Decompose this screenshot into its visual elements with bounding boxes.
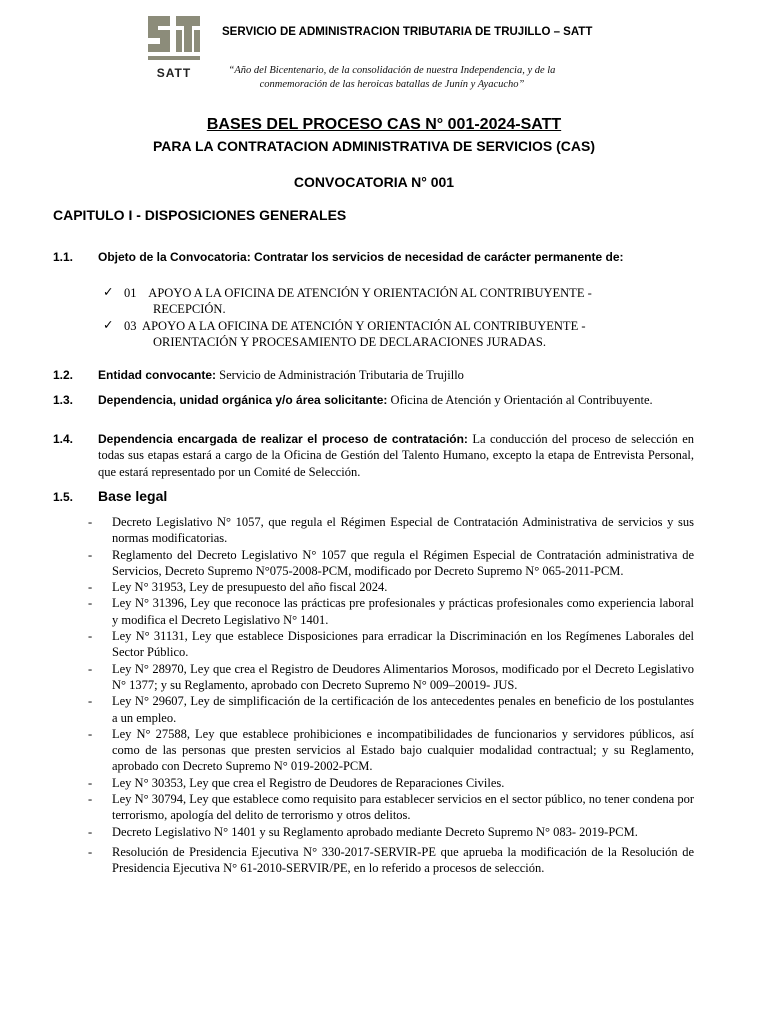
check-icon: ✓ — [103, 318, 114, 332]
logo-text: SATT — [156, 66, 192, 80]
chapter-heading: CAPITULO I - DISPOSICIONES GENERALES — [53, 207, 347, 223]
section-1-3-label: Dependencia, unidad orgánica y/o área solicitante: — [98, 393, 388, 407]
position-item-01-line2: RECEPCIÓN. — [153, 302, 226, 316]
section-1-4-label: Dependencia encargada de realizar el proceso de contratación: — [98, 432, 468, 446]
dash-marker: - — [88, 580, 93, 595]
position-item-03 — [124, 318, 664, 350]
section-1-1-label: Objeto de la Convocatoria: Contratar los servicios de necesidad de carácter permanente de: — [98, 250, 624, 264]
section-1-2-label: Entidad convocante: — [98, 368, 217, 382]
list-item — [88, 693, 694, 726]
dash-marker: - — [88, 844, 93, 859]
list-item-text: Decreto Legislativo N° 1057, que regula el Régimen Especial de Contratación Administrativa de servicios y sus normas modificatorias. — [112, 515, 694, 546]
section-1-4-number: 1.4. — [53, 432, 74, 446]
dash-marker: - — [88, 792, 93, 807]
section-1-4-text: La conducción del proceso de selección en todas sus etapas estará a cargo de la Oficina de Gestión del Talento Humano, excepto la etapa de Entrevista Personal, que estará representado por un Comité de Selección. — [98, 432, 694, 479]
list-item-text: Ley N° 27588, Ley que establece prohibiciones e incompatibilidades de funcionarios y servidores públicos, así como de las personas que presten servicios al Estado bajo cualquier modalidad contractual; y su Reglamento, aprobado con Decreto Supremo N° 019-2002-PCM. — [112, 726, 694, 774]
section-1-5-label: Base legal — [98, 488, 168, 504]
position-item-01-line1: 01 APOYO A LA OFICINA DE ATENCIÓN Y ORIENTACIÓN AL CONTRIBUYENTE - — [124, 286, 592, 300]
list-item — [88, 726, 694, 775]
motto-line-2: conmemoración de las heroicas batallas de Junín y Ayacucho” — [259, 79, 525, 90]
section-1-3-text: Oficina de Atención y Orientación al Contribuyente. — [387, 393, 653, 407]
list-item-text: Ley N° 31953, Ley de presupuesto del año fiscal 2024. — [112, 580, 388, 595]
section-1-2 — [98, 367, 694, 383]
list-item — [88, 791, 694, 824]
dash-marker: - — [88, 547, 93, 562]
section-1-2-text: Servicio de Administración Tributaria de Trujillo — [216, 368, 464, 382]
motto-line-1: “Año del Bicentenario, de la consolidación de nuestra Independencia, y de la — [228, 65, 556, 76]
list-item-text: Decreto Legislativo N° 1401 y su Reglamento aprobado mediante Decreto Supremo N° 083- 2019-PCM. — [112, 824, 638, 839]
dash-marker: - — [88, 629, 93, 644]
document-subtitle: PARA LA CONTRATACION ADMINISTRATIVA DE SERVICIOS (CAS) — [152, 138, 596, 154]
list-item — [88, 775, 694, 791]
document-title: BASES DEL PROCESO CAS N° 001-2024-SATT — [206, 116, 562, 133]
section-1-2-number: 1.2. — [53, 368, 74, 382]
convocatoria-number: CONVOCATORIA N° 001 — [293, 174, 455, 190]
dash-marker: - — [88, 661, 93, 676]
list-item-text: Resolución de Presidencia Ejecutiva N° 330-2017-SERVIR-PE que aprueba la modificación de la Resolución de Presidencia Ejecutiva N° 61-2010-SERVIR/PE, en lo referido a procesos de selección. — [112, 844, 694, 876]
section-1-4 — [98, 431, 694, 480]
motto — [222, 64, 562, 92]
section-1-3-number: 1.3. — [53, 393, 74, 407]
header-title: SERVICIO DE ADMINISTRACION TRIBUTARIA DE TRUJILLO – SATT — [222, 26, 593, 38]
satt-logo-icon — [146, 16, 202, 66]
list-item — [88, 628, 694, 661]
dash-marker: - — [88, 515, 93, 529]
list-item — [88, 844, 694, 877]
position-item-03-line2: ORIENTACIÓN Y PROCESAMIENTO DE DECLARACIONES JURADAS. — [153, 335, 546, 349]
dash-marker: - — [88, 596, 93, 611]
list-item — [88, 824, 694, 840]
dash-marker: - — [88, 824, 93, 839]
section-1-3 — [98, 392, 694, 408]
list-item — [88, 514, 694, 547]
dash-marker: - — [88, 726, 93, 741]
list-item — [88, 595, 694, 628]
list-item-text: Ley N° 30794, Ley que establece como requisito para establecer servicios en el sector público, no tener condena por terrorismo, apología del delito de terrorismo y otros delitos. — [112, 792, 694, 823]
list-item — [88, 547, 694, 580]
list-item-text: Ley N° 29607, Ley de simplificación de la certificación de los antecedentes penales en beneficio de los postulantes a un empleo. — [112, 694, 694, 725]
list-item-text: Ley N° 31131, Ley que establece Disposiciones para erradicar la Discriminación en los Regímenes Laborales del Sector Público. — [112, 629, 694, 660]
dash-marker: - — [88, 694, 93, 709]
dash-marker: - — [88, 775, 93, 790]
list-item — [88, 579, 694, 595]
position-item-03-line1: 03 APOYO A LA OFICINA DE ATENCIÓN Y ORIENTACIÓN AL CONTRIBUYENTE - — [124, 319, 586, 333]
section-1-5-number: 1.5. — [53, 490, 74, 504]
list-item-text: Ley N° 28970, Ley que crea el Registro de Deudores Alimentarios Morosos, modificado por el Decreto Legislativo N° 1377; y su Reglamento, aprobado con Decreto Supremo N° 009–20019- JUS. — [112, 661, 694, 692]
check-icon: ✓ — [103, 285, 114, 299]
list-item-text: Ley N° 30353, Ley que crea el Registro de Deudores de Reparaciones Civiles. — [112, 775, 505, 790]
list-item-text: Reglamento del Decreto Legislativo N° 1057 que regula el Régimen Especial de Contratación administrativa de Servicios, Decreto Supremo N°075-2008-PCM, modificado por Decreto Supremo N° 065-2011-PCM. — [112, 547, 694, 578]
list-item-text: Ley N° 31396, Ley que reconoce las prácticas pre profesionales y prácticas profesionales como experiencia laboral y modifica el Decreto Legislativo N° 1401. — [112, 596, 694, 627]
section-1-1 — [98, 249, 708, 265]
base-legal-list — [88, 514, 694, 877]
position-item-01 — [124, 285, 664, 317]
list-item — [88, 661, 694, 694]
section-1-1-number: 1.1. — [53, 250, 74, 264]
